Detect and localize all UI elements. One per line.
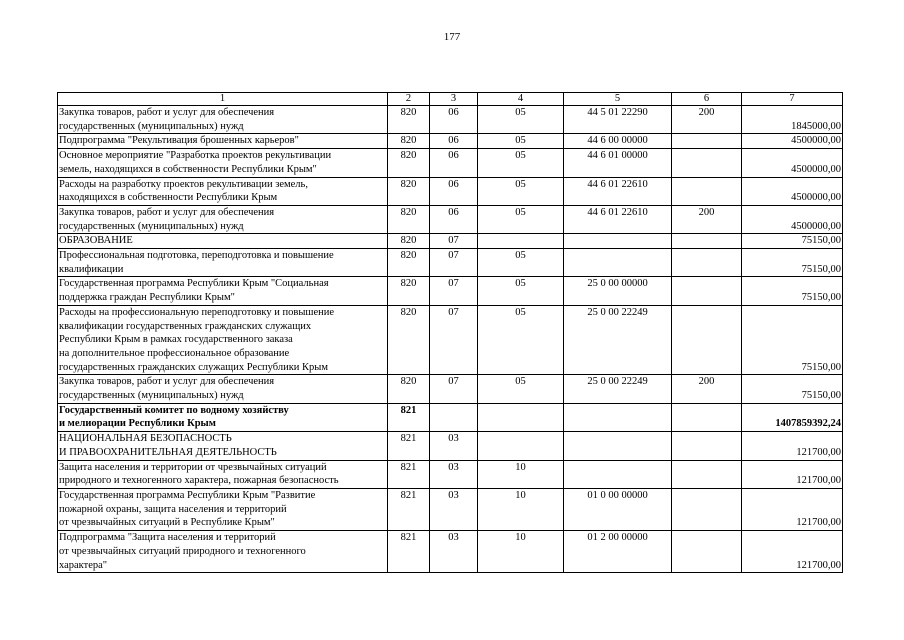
header-col-5: 5	[564, 93, 672, 106]
cell-name: Профессиональная подготовка, переподготовка и повышение квалификации	[58, 249, 388, 277]
cell-ministry-code: 820	[388, 249, 430, 277]
cell-amount: 1407859392,24	[742, 403, 843, 431]
cell-subsection: 05	[478, 177, 564, 205]
cell-amount: 75150,00	[742, 305, 843, 375]
cell-expense-type: 200	[672, 205, 742, 233]
cell-amount: 75150,00	[742, 249, 843, 277]
table-row	[58, 106, 843, 134]
cell-amount: 121700,00	[742, 460, 843, 488]
table-row	[58, 305, 843, 375]
table-row	[58, 249, 843, 277]
cell-subsection	[478, 234, 564, 249]
cell-target-article: 44 6 00 00000	[564, 134, 672, 149]
header-col-2: 2	[388, 93, 430, 106]
cell-expense-type	[672, 488, 742, 530]
cell-amount: 75150,00	[742, 277, 843, 305]
cell-expense-type	[672, 403, 742, 431]
cell-ministry-code: 820	[388, 305, 430, 375]
table-row	[58, 460, 843, 488]
cell-amount: 4500000,00	[742, 177, 843, 205]
cell-section: 03	[430, 460, 478, 488]
table-row	[58, 432, 843, 460]
cell-subsection: 05	[478, 205, 564, 233]
cell-section: 03	[430, 488, 478, 530]
cell-amount: 75150,00	[742, 234, 843, 249]
page-number: 177	[443, 31, 461, 43]
cell-target-article	[564, 403, 672, 431]
table-row	[58, 177, 843, 205]
cell-amount: 4500000,00	[742, 205, 843, 233]
cell-target-article: 01 2 00 00000	[564, 531, 672, 573]
cell-ministry-code: 821	[388, 488, 430, 530]
cell-expense-type	[672, 149, 742, 177]
cell-target-article: 01 0 00 00000	[564, 488, 672, 530]
cell-target-article	[564, 234, 672, 249]
table-row	[58, 277, 843, 305]
cell-amount: 4500000,00	[742, 134, 843, 149]
cell-section	[430, 403, 478, 431]
cell-section: 07	[430, 305, 478, 375]
table-row	[58, 134, 843, 149]
cell-subsection: 05	[478, 134, 564, 149]
cell-name: Расходы на профессиональную переподготовку и повышение квалификации государственных гражданских служащих Республики Крым в рамках государственного заказа на дополнительное профессиональное образование государственных гражданских служащих Республики Крым	[58, 305, 388, 375]
cell-name: Закупка товаров, работ и услуг для обеспечения государственных (муниципальных) нужд	[58, 106, 388, 134]
cell-amount: 121700,00	[742, 531, 843, 573]
cell-name: Закупка товаров, работ и услуг для обеспечения государственных (муниципальных) нужд	[58, 205, 388, 233]
header-col-6: 6	[672, 93, 742, 106]
cell-subsection: 05	[478, 106, 564, 134]
cell-subsection: 05	[478, 375, 564, 403]
cell-amount: 121700,00	[742, 432, 843, 460]
cell-name: Государственный комитет по водному хозяйству и мелиорации Республики Крым	[58, 403, 388, 431]
table-body	[58, 93, 843, 573]
cell-subsection: 10	[478, 488, 564, 530]
cell-name: ОБРАЗОВАНИЕ	[58, 234, 388, 249]
header-col-1: 1	[58, 93, 388, 106]
cell-expense-type: 200	[672, 106, 742, 134]
cell-name: Защита населения и территории от чрезвычайных ситуаций природного и техногенного характера, пожарная безопасность	[58, 460, 388, 488]
cell-target-article: 44 6 01 00000	[564, 149, 672, 177]
table-row	[58, 403, 843, 431]
cell-section: 07	[430, 375, 478, 403]
cell-subsection: 05	[478, 149, 564, 177]
cell-ministry-code: 820	[388, 134, 430, 149]
budget-table	[57, 92, 843, 573]
cell-subsection	[478, 432, 564, 460]
cell-name: Основное мероприятие "Разработка проектов рекультивации земель, находящихся в собственности Республики Крым"	[58, 149, 388, 177]
header-col-7: 7	[742, 93, 843, 106]
cell-amount: 75150,00	[742, 375, 843, 403]
cell-expense-type	[672, 234, 742, 249]
cell-section: 06	[430, 205, 478, 233]
cell-expense-type	[672, 305, 742, 375]
cell-expense-type	[672, 531, 742, 573]
cell-section: 03	[430, 432, 478, 460]
cell-subsection: 05	[478, 305, 564, 375]
cell-ministry-code: 820	[388, 106, 430, 134]
cell-subsection: 10	[478, 531, 564, 573]
table-row	[58, 488, 843, 530]
cell-ministry-code: 821	[388, 460, 430, 488]
table-row	[58, 205, 843, 233]
cell-ministry-code: 821	[388, 403, 430, 431]
cell-target-article	[564, 432, 672, 460]
cell-ministry-code: 820	[388, 149, 430, 177]
cell-name: Расходы на разработку проектов рекультивации земель, находящихся в собственности Республики Крым	[58, 177, 388, 205]
cell-ministry-code: 820	[388, 234, 430, 249]
cell-target-article: 44 6 01 22610	[564, 205, 672, 233]
cell-section: 03	[430, 531, 478, 573]
cell-expense-type	[672, 277, 742, 305]
cell-name: НАЦИОНАЛЬНАЯ БЕЗОПАСНОСТЬ И ПРАВООХРАНИТЕЛЬНАЯ ДЕЯТЕЛЬНОСТЬ	[58, 432, 388, 460]
header-col-4: 4	[478, 93, 564, 106]
cell-section: 07	[430, 277, 478, 305]
cell-name: Закупка товаров, работ и услуг для обеспечения государственных (муниципальных) нужд	[58, 375, 388, 403]
cell-section: 06	[430, 106, 478, 134]
cell-amount: 4500000,00	[742, 149, 843, 177]
cell-expense-type	[672, 432, 742, 460]
table-row	[58, 149, 843, 177]
cell-subsection: 10	[478, 460, 564, 488]
cell-amount: 121700,00	[742, 488, 843, 530]
cell-name: Подпрограмма "Защита населения и территорий от чрезвычайных ситуаций природного и техногенного характера"	[58, 531, 388, 573]
cell-target-article	[564, 249, 672, 277]
cell-expense-type	[672, 134, 742, 149]
cell-ministry-code: 821	[388, 531, 430, 573]
table-row	[58, 234, 843, 249]
cell-ministry-code: 820	[388, 277, 430, 305]
cell-target-article: 25 0 00 00000	[564, 277, 672, 305]
cell-amount: 1845000,00	[742, 106, 843, 134]
cell-ministry-code: 820	[388, 205, 430, 233]
cell-name: Подпрограмма "Рекультивация брошенных карьеров"	[58, 134, 388, 149]
cell-target-article: 25 0 00 22249	[564, 305, 672, 375]
cell-target-article: 25 0 00 22249	[564, 375, 672, 403]
cell-subsection: 05	[478, 277, 564, 305]
cell-expense-type: 200	[672, 375, 742, 403]
cell-subsection	[478, 403, 564, 431]
cell-expense-type	[672, 249, 742, 277]
cell-ministry-code: 821	[388, 432, 430, 460]
cell-section: 07	[430, 249, 478, 277]
cell-target-article: 44 5 01 22290	[564, 106, 672, 134]
cell-section: 07	[430, 234, 478, 249]
cell-section: 06	[430, 134, 478, 149]
cell-expense-type	[672, 460, 742, 488]
table-row	[58, 375, 843, 403]
cell-subsection: 05	[478, 249, 564, 277]
cell-target-article	[564, 460, 672, 488]
cell-name: Государственная программа Республики Крым "Развитие пожарной охраны, защита населения и территорий от чрезвычайных ситуаций в Республике Крым"	[58, 488, 388, 530]
table-row	[58, 531, 843, 573]
table-header-row	[58, 93, 843, 106]
cell-name: Государственная программа Республики Крым "Социальная поддержка граждан Республики Крым"	[58, 277, 388, 305]
cell-target-article: 44 6 01 22610	[564, 177, 672, 205]
cell-expense-type	[672, 177, 742, 205]
cell-section: 06	[430, 149, 478, 177]
cell-ministry-code: 820	[388, 375, 430, 403]
cell-ministry-code: 820	[388, 177, 430, 205]
header-col-3: 3	[430, 93, 478, 106]
cell-section: 06	[430, 177, 478, 205]
